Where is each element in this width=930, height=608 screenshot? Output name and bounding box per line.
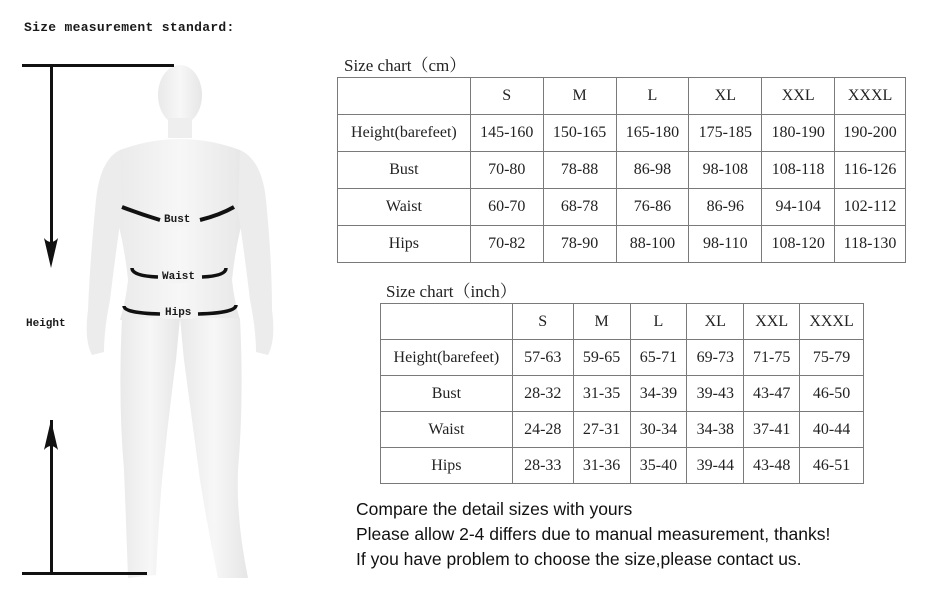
table-cell: 94-104 bbox=[762, 189, 835, 226]
table-cell: 39-44 bbox=[687, 448, 744, 484]
bust-label: Bust bbox=[164, 214, 191, 226]
table-cell: 165-180 bbox=[616, 115, 689, 152]
table-cell: 108-118 bbox=[762, 152, 835, 189]
table-cell: 28-32 bbox=[512, 376, 573, 412]
height-line-upper bbox=[50, 66, 53, 256]
table-cell: 78-90 bbox=[543, 226, 616, 263]
header-cell: XL bbox=[689, 78, 762, 115]
table-cell: 31-35 bbox=[573, 376, 630, 412]
table-cell: 180-190 bbox=[762, 115, 835, 152]
table-cell: 70-80 bbox=[470, 152, 543, 189]
header-cell: L bbox=[630, 304, 687, 340]
table-cell: 175-185 bbox=[689, 115, 762, 152]
table-header-row bbox=[381, 304, 864, 340]
row-label: Hips bbox=[381, 448, 513, 484]
table-cell: 70-82 bbox=[470, 226, 543, 263]
table-cell: 190-200 bbox=[835, 115, 906, 152]
header-cell: M bbox=[573, 304, 630, 340]
top-height-line bbox=[22, 64, 174, 67]
table-cell: 116-126 bbox=[835, 152, 906, 189]
table-cell: 31-36 bbox=[573, 448, 630, 484]
bottom-height-line bbox=[22, 572, 147, 575]
table-cell: 30-34 bbox=[630, 412, 687, 448]
table-cell: 145-160 bbox=[470, 115, 543, 152]
table-cell: 68-78 bbox=[543, 189, 616, 226]
table-cell: 86-96 bbox=[689, 189, 762, 226]
hips-label: Hips bbox=[165, 307, 192, 319]
table-cell: 98-110 bbox=[689, 226, 762, 263]
table-cell: 102-112 bbox=[835, 189, 906, 226]
row-label: Waist bbox=[338, 189, 471, 226]
table-cell: 76-86 bbox=[616, 189, 689, 226]
height-arrow-down-icon bbox=[41, 230, 61, 270]
header-cell: XXXL bbox=[835, 78, 906, 115]
size-chart-inch-table bbox=[380, 303, 864, 484]
header-cell: XL bbox=[687, 304, 744, 340]
table-cell: 60-70 bbox=[470, 189, 543, 226]
table-cell: 88-100 bbox=[616, 226, 689, 263]
inch-chart-caption: Size chart（inch） bbox=[386, 282, 517, 301]
header-cell: M bbox=[543, 78, 616, 115]
notes-block bbox=[356, 497, 830, 572]
row-label: Height(barefeet) bbox=[381, 340, 513, 376]
table-row bbox=[381, 340, 864, 376]
table-cell: 46-50 bbox=[800, 376, 864, 412]
table-row bbox=[381, 448, 864, 484]
table-row bbox=[381, 376, 864, 412]
table-row bbox=[381, 412, 864, 448]
header-cell: XXL bbox=[744, 304, 800, 340]
table-cell: 86-98 bbox=[616, 152, 689, 189]
table-cell: 65-71 bbox=[630, 340, 687, 376]
table-cell: 71-75 bbox=[744, 340, 800, 376]
header-cell bbox=[381, 304, 513, 340]
table-cell: 35-40 bbox=[630, 448, 687, 484]
table-cell: 46-51 bbox=[800, 448, 864, 484]
table-cell: 69-73 bbox=[687, 340, 744, 376]
header-cell bbox=[338, 78, 471, 115]
table-cell: 57-63 bbox=[512, 340, 573, 376]
note-line: Compare the detail sizes with yours bbox=[356, 499, 633, 519]
cm-chart-caption: Size chart（cm） bbox=[344, 56, 467, 75]
header-cell: XXL bbox=[762, 78, 835, 115]
table-cell: 78-88 bbox=[543, 152, 616, 189]
row-label: Height(barefeet) bbox=[338, 115, 471, 152]
table-cell: 98-108 bbox=[689, 152, 762, 189]
row-label: Bust bbox=[338, 152, 471, 189]
row-label: Bust bbox=[381, 376, 513, 412]
row-label: Waist bbox=[381, 412, 513, 448]
table-cell: 108-120 bbox=[762, 226, 835, 263]
table-row bbox=[338, 152, 906, 189]
table-row bbox=[338, 115, 906, 152]
table-cell: 43-47 bbox=[744, 376, 800, 412]
note-line: Please allow 2-4 differs due to manual measurement, thanks! bbox=[356, 524, 831, 544]
height-label: Height bbox=[26, 318, 66, 330]
waist-label: Waist bbox=[162, 271, 196, 283]
table-cell: 24-28 bbox=[512, 412, 573, 448]
note-line: If you have problem to choose the size,please contact us. bbox=[356, 549, 802, 569]
table-cell: 34-38 bbox=[687, 412, 744, 448]
table-cell: 28-33 bbox=[512, 448, 573, 484]
size-chart-cm-table bbox=[337, 77, 906, 263]
table-cell: 27-31 bbox=[573, 412, 630, 448]
table-cell: 39-43 bbox=[687, 376, 744, 412]
header-cell: XXXL bbox=[800, 304, 864, 340]
header-cell: L bbox=[616, 78, 689, 115]
row-label: Hips bbox=[338, 226, 471, 263]
table-cell: 118-130 bbox=[835, 226, 906, 263]
table-row bbox=[338, 226, 906, 263]
table-cell: 43-48 bbox=[744, 448, 800, 484]
table-cell: 37-41 bbox=[744, 412, 800, 448]
height-arrow-up-icon bbox=[41, 418, 61, 458]
page-title: Size measurement standard: bbox=[24, 20, 235, 35]
table-header-row bbox=[338, 78, 906, 115]
header-cell: S bbox=[470, 78, 543, 115]
table-cell: 40-44 bbox=[800, 412, 864, 448]
table-row bbox=[338, 189, 906, 226]
header-cell: S bbox=[512, 304, 573, 340]
table-cell: 75-79 bbox=[800, 340, 864, 376]
table-cell: 59-65 bbox=[573, 340, 630, 376]
table-cell: 34-39 bbox=[630, 376, 687, 412]
table-cell: 150-165 bbox=[543, 115, 616, 152]
